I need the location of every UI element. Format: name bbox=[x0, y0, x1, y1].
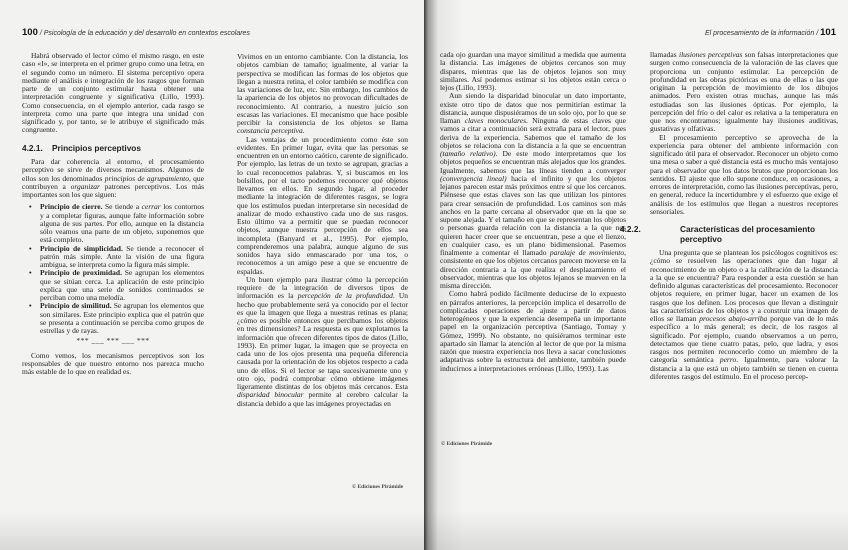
italic-term: paralaje de movimiento bbox=[549, 248, 625, 257]
italic-term: procesos abajo-arriba bbox=[699, 314, 768, 323]
paragraph bbox=[440, 51, 626, 92]
section-number: 4.2.2. bbox=[620, 224, 641, 234]
text-run: cada ojo guardan una mayor similitud a medida que aumenta la distancia. Las imágenes de objetos cercanos son muy dispares, mientras que las de objetos lejanos son muy similares. Así podemos estimar si los objetos están cerca o lejos (Lillo, 1993). bbox=[440, 50, 626, 92]
list-item bbox=[40, 269, 204, 302]
page-number: 100 bbox=[22, 27, 38, 38]
text-run: son falsas interpretaciones que surgen como consecuencia de la valoración de las claves que proporciona un conjunto estimular. La percepción de profundidad en las obras pictóricas es una de ellas o las que originan la percepción de movimiento de los dibujos animados. Pero existen otras muchas, aunque las más estudiadas son las ilusiones ópticas. Por ejemplo, la percepción del frío o del calor es relativa a la temperatura en que nos encontramos; igualmente hay ilusiones auditivas, gustativas y olfativas. bbox=[650, 50, 838, 134]
list-item bbox=[40, 302, 204, 335]
paragraph bbox=[237, 136, 408, 276]
section-heading bbox=[620, 224, 838, 244]
bullet-list bbox=[22, 203, 204, 335]
text-run: Se tiende a reconocer el patrón más simple. Ante la visión de una figura ambigua, se interpreta como la figura más simple. bbox=[40, 243, 204, 269]
text-run: Se agrupan los elementos que se sitúan cerca. La aplicación de este principio explica que una serie de sonidos continuados se perciban como una melodía. bbox=[40, 268, 204, 302]
text-run: permite al cerebro calcular la distancia debido a que las imágenes proyectadas en bbox=[237, 390, 409, 408]
bold-term: Principio de proximidad. bbox=[40, 268, 122, 278]
text-run: porque van de lo más específico a lo más general; es decir, de los rasgos al significado. Por ejemplo, cuando observamos a un perro, detectamos que tiene cuatro patas, pelo, que ladra, y esos rasgos nos permiten reconocerlo como un miembro de la categoría semántica bbox=[650, 314, 838, 365]
italic-term: claves monoculares bbox=[464, 116, 527, 125]
paragraph bbox=[440, 92, 626, 290]
paragraph bbox=[650, 249, 838, 381]
bold-term: Principio de simplicidad. bbox=[40, 243, 123, 253]
text-run: Vivimos en un entorno cambiante. Con la distancia, los objetos cambian de tamaño; igualmente, al variar la perspectiva se modifican las formas de los objetos que llegan a nuestra retina, el color también se modifica con las variaciones de luz, etc. Sin embargo, los cambios de la apariencia de los objetos no provocan dificultades de reconocimiento. Al contrario, a nuestro juicio son escasas las variaciones. El mecanismo que hace posible percibir la consistencia de los objetos se llama bbox=[237, 52, 408, 127]
paragraph bbox=[22, 352, 204, 377]
text-column-4 bbox=[620, 50, 839, 381]
bold-term: Principio de similitud. bbox=[40, 301, 112, 311]
text-column-3 bbox=[440, 51, 626, 373]
italic-term: (convergencia lineal) bbox=[440, 173, 507, 183]
text-run: llamadas bbox=[650, 50, 680, 59]
italic-term: ilusiones perceptivas bbox=[679, 50, 743, 59]
publisher-footer: © Ediciones Pirámide bbox=[441, 441, 493, 447]
text-run: Se agrupan los elementos que son similares. Este principio explica que el patrón que se presenta a continuación se perciba como grupos de estrellas y de rayas. bbox=[40, 301, 204, 335]
text-column-2 bbox=[237, 53, 408, 408]
italic-term: (tamaño relativo) bbox=[440, 149, 496, 158]
text-run: Aun siendo la disparidad binocular un dato importante, existe otro tipo de datos que nos permitirían estimar la distancia, aunque dispusiéramos de un solo ojo, por lo que se llaman bbox=[440, 91, 626, 125]
section-title: Características del procesamiento perceptivo bbox=[680, 224, 816, 244]
bold-term: Principio de cierre. bbox=[40, 202, 103, 212]
text-run: patrones perceptivos. Los más importantes son los que siguen: bbox=[22, 181, 205, 199]
text-run: , que contribuyen a bbox=[22, 173, 204, 191]
text-run: Como vemos, los mecanismos perceptivos son los responsables de que nuestro entorno nos parezca mucho más estable de lo que en realidad es. bbox=[22, 350, 204, 376]
paragraph bbox=[650, 134, 838, 217]
italic-term: organizar bbox=[70, 181, 100, 191]
header-separator: / bbox=[816, 30, 819, 37]
list-item bbox=[40, 245, 204, 270]
running-title: El procesamiento de la información bbox=[704, 30, 815, 37]
running-header-right bbox=[705, 27, 836, 38]
text-run: , consistente en que los objetos cercanos parecen moverse en la dirección contraria a la que realiza el desplazamiento el observador, mientras que los objetos lejanos se mueven en la misma dirección. bbox=[440, 248, 626, 290]
paragraph bbox=[237, 53, 408, 136]
text-column-1 bbox=[22, 52, 204, 376]
pattern-example: *** ___ *** ___ *** bbox=[76, 336, 150, 346]
italic-term: perro bbox=[719, 355, 737, 365]
paragraph bbox=[22, 52, 204, 135]
list-item bbox=[40, 203, 204, 244]
text-run: . De este modo interpretamos que los objetos pequeños se encuentran más alejados que los grandes. Igualmente, sabemos que las líneas tienden a converger bbox=[440, 149, 627, 175]
paragraph bbox=[650, 51, 838, 134]
paragraph bbox=[22, 158, 204, 199]
page-number: 101 bbox=[820, 27, 836, 38]
text-run: Como habrá podido fácilmente deducirse de lo expuesto en párrafos anteriores, la percepción implica el desarrollo de complicadas operaciones de ajuste a partir de datos heterogéneos y que la experiencia desempeña un importante papel en la organización perceptiva (Santiago, Tornay y Gómez, 1999). No obstante, no quisiéramos terminar este apartado sin llamar la atención al lector de que por la misma razón que nuestra experiencia nos lleva a sacar conclusiones adaptativas sobre la estructura del ambiente, también puede inducirnos a interpretaciones erróneas (Lillo, 1993). Las bbox=[440, 289, 626, 373]
text-run: Para dar coherencia al entorno, el procesamiento perceptivo se sirve de diversos mecanismos. Algunos de ellos son los denominados bbox=[22, 157, 204, 183]
running-header-left bbox=[22, 27, 250, 38]
running-title: Psicología de la educación y del desarrollo en contextos escolares bbox=[43, 30, 250, 37]
text-run: . Ninguna de estas claves que vamos a citar a continuación será extraña para el lector, pues deriva de la experiencia. Sabemos que el tamaño de los objetos se relaciona con la distancia a la que se encuentran bbox=[440, 116, 626, 150]
italic-term: constancia perceptiva bbox=[237, 126, 303, 136]
text-run: El procesamiento perceptivo se aprovecha de la experiencia para obtener del ambiente información con significado útil para el observador. Reconocer un objeto como una mesa o saber a qué distancia está es mucho más ventajoso para el observador que los datos brutos que proporcionan los sentidos. El ajuste que ello supone conduce, en ocasiones, a errores de interpretación, como las ilusiones perceptivas, pero, en general, reduce la incertidumbre y el esfuerzo que exige el análisis de los estímulos que llegan a nuestros receptores sensoriales. bbox=[650, 132, 838, 216]
text-run: . Igualmente, para valorar la distancia a la que está un objeto también se tienen en cuenta diferentes rasgos del estímulo. En el proceso percep- bbox=[650, 355, 839, 381]
text-run: Las ventajas de un procedimiento como éste son evidentes. En primer lugar, evita que las personas se encuentren en un entorno caótico, carente de significado. Por ejemplo, las letras de un texto se agrupan, gracias a lo cual reconocemos palabras. Y, si buscamos en los bolsillos, por el tacto podemos reconocer qué objetos llevamos en ellos. En segundo lugar, al proceder mediante la integración de diferentes rasgos, se logra que los estímulos puedan interpretarse sin necesidad de analizar de modo exhaustivo cada uno de sus rasgos. Esto último va a permitir que se puedan reconocer objetos, aunque nuestra percepción de ellos sea incompleta (Banyard et al., 1995). Por ejemplo, comprenderemos una palabra, aunque alguno de sus sonidos haya sido enmascarado por una tos, o reconocemos a un amigo pese a que se encuentre de espaldas. bbox=[237, 134, 408, 276]
header-separator: / bbox=[39, 30, 42, 37]
section-title: Principios perceptivos bbox=[52, 142, 141, 153]
text-run: . bbox=[302, 126, 305, 136]
text-run: hacia el infinito y que los objetos lejanos parecen estar más próximos entre sí que los cercanos. Piénsese que estas claves son las que utilizan los pintores para crear sensación de profundidad. Los caminos son más anchos en la parte cercana al observador que en la que se supone alejada. Y el tamaño en que se representan los objetos o personas guarda relación con la distancia a la que nos quieren hacer creer que se encuentran, pese a que el lienzo, en cualquier caso, es un plano bidimensional. Pasemos finalmente a comentar el llamado bbox=[440, 173, 627, 257]
italic-term: cerrar bbox=[141, 202, 161, 212]
text-run: Una pregunta que se plantean los psicólogos cognitivos es: ¿cómo se resuelven las operaciones que dan lugar al reconocimiento de un objeto o a la calibración de la distancia a la que se encuentra? Para responder a esta cuestión se han definido algunas características del procesamiento. Reconocer objetos requiere, en primer lugar, hacer un examen de los rasgos que los definen. Los procesos que llevan a distinguir las características de los objetos y a construir una imagen de ellos se llaman bbox=[650, 248, 838, 323]
italic-term: disparidad binocular bbox=[237, 390, 304, 400]
publisher-footer: © Ediciones Pirámide bbox=[352, 484, 404, 490]
italic-term: percepción de la profundidad bbox=[297, 291, 393, 301]
text-run: Se tiende a bbox=[102, 202, 142, 212]
text-run: los contornos y a completar figuras, aunque falte información sobre alguna de sus partes. Por ello, aunque en la distancia sólo veamos una parte de un objeto, suponemos que está completo. bbox=[40, 202, 204, 245]
italic-term: principios de agrupamiento bbox=[104, 173, 189, 183]
paragraph bbox=[440, 290, 626, 373]
section-number: 4.2.1. bbox=[22, 142, 43, 153]
text-run: Habrá observado el lector cómo el mismo rasgo, en este caso «I», se interpreta en el primer grupo como una letra, en el segundo como un número. El sistema perceptivo opera mediante el análisis e integración de los rasgos que forman parte de un conjunto estimular hasta obtener una interpretación congruente y significativa (Lillo, 1993). Como consecuencia, en el ejemplo anterior, cada rasgo se interpreta como una parte que integra una unidad con significado y, por tanto, se le atribuye el significado más congruente. bbox=[22, 51, 204, 135]
paragraph bbox=[237, 276, 408, 408]
right-page bbox=[424, 0, 848, 550]
text-run: . Un hecho que probablemente será ya conocido por el lector es que la imagen que llega a nuestras retinas es plana; ¿cómo es posible entonces que percibamos los objetos en tres dimensiones? La respuesta es que explotamos la información que ofrecen diferentes tipos de datos (Lillo, 1993). En primer lugar, la imagen que se proyecta en cada uno de los ojos presenta una pequeña diferencia causada por la orientación de los objetos respecto a cada uno de ellos. Si el lector se tapa sucesivamente uno y otro ojo, podrá comprobar cómo obtiene imágenes ligeramente distintas de los objetos más cercanos. Esta bbox=[237, 291, 408, 391]
section-heading bbox=[22, 144, 204, 154]
text-run: Un buen ejemplo para ilustrar cómo la percepción requiere de la integración de diversos tipos de información es la bbox=[237, 274, 408, 301]
